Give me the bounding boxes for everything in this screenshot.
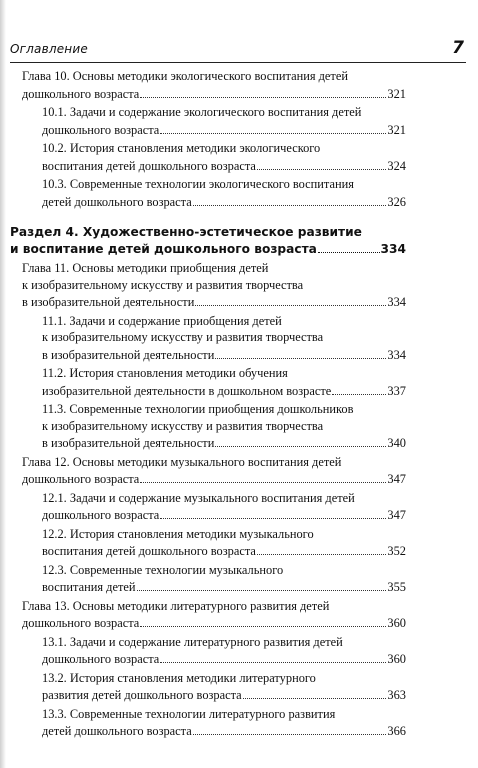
toc-page-number: 334: [387, 347, 406, 362]
toc-entry-text: развития детей дошкольного возраста: [42, 688, 242, 702]
toc-entry-last-line: [22, 470, 406, 488]
toc-entry-text: дошкольного возраста: [22, 616, 140, 630]
toc-page-number: 324: [387, 158, 406, 173]
toc-entry-text: воспитания детей дошкольного возраста: [42, 158, 256, 173]
toc-entry-text: воспитания детей дошкольного возраста: [42, 544, 256, 558]
toc-entry-line: к изобразительному искусству и развития творчества: [42, 330, 324, 344]
toc-entry-line: 13.3. Современные технологии литературного развития: [42, 706, 336, 721]
toc-entry-line: 11.2. История становления методики обучения: [42, 366, 288, 380]
toc-page-number: 321: [387, 122, 406, 137]
toc-chapter: [0, 598, 478, 632]
toc-entry-text: воспитания детей: [42, 580, 136, 594]
toc-entry-line: 11.1. Задачи и содержание приобщения детей: [42, 313, 282, 328]
table-of-contents: [0, 66, 478, 740]
dot-leader: [140, 85, 386, 98]
toc-page-number: 347: [387, 472, 406, 486]
toc-entry-text: в изобразительной деятельности: [42, 436, 215, 450]
toc-page-number: 337: [387, 383, 406, 398]
toc-page-number: 340: [387, 436, 406, 450]
toc-entry-last-line: [42, 542, 406, 560]
toc-entry-last-line: [42, 722, 406, 740]
toc-entry-last-line: [42, 578, 406, 596]
toc-entry-text: детей дошкольного возраста: [42, 194, 192, 209]
page-number: 7: [452, 38, 464, 58]
toc-entry-line: Глава 13. Основы методики литературного развития детей: [22, 598, 330, 613]
toc-entry-last-line: [42, 506, 406, 524]
toc-entry-text: детей дошкольного возраста: [42, 724, 192, 738]
dot-leader: [160, 121, 386, 134]
toc-entry-last-line: [42, 686, 406, 704]
toc-entry-text: дошкольного возраста: [42, 122, 160, 137]
toc-entry-last-line: [42, 650, 406, 668]
dot-leader: [215, 434, 386, 447]
toc-page-number: 347: [387, 508, 406, 522]
toc-chapter: [0, 260, 478, 311]
toc-entry-line: 10.1. Задачи и содержание экологического воспитания детей: [42, 105, 362, 119]
toc-page-number: 360: [387, 616, 406, 630]
toc-entry-line: Глава 11. Основы методики приобщения детей: [22, 261, 269, 275]
toc-entry-last-line: [22, 85, 406, 103]
toc-entry-line: 13.1. Задачи и содержание литературного развития детей: [42, 634, 343, 649]
dot-leader: [195, 293, 386, 306]
toc-subsection: [0, 176, 478, 210]
toc-page-number: 334: [387, 295, 406, 309]
toc-page-number: 363: [387, 688, 406, 702]
dot-leader: [257, 542, 386, 555]
toc-entry-last-line: [42, 121, 406, 139]
toc-entry-line: 10.3. Современные технологии экологического воспитания: [42, 177, 354, 191]
toc-subsection: [0, 490, 478, 524]
dot-leader: [243, 686, 387, 699]
dot-leader: [140, 614, 386, 627]
toc-subsection: [0, 313, 478, 364]
toc-chapter: [0, 68, 478, 102]
toc-subsection: [0, 526, 478, 560]
dot-leader: [193, 722, 387, 735]
toc-entry-line: 13.2. История становления методики литературного: [42, 670, 316, 685]
toc-entry-last-line: [42, 193, 406, 211]
toc-entry-line: Глава 12. Основы методики музыкального воспитания детей: [22, 454, 342, 469]
toc-entry-line: Раздел 4. Художественно-эстетическое развитие: [10, 225, 362, 239]
dot-leader: [332, 382, 386, 395]
toc-entry-text: и воспитание детей дошкольного возраста: [10, 242, 317, 256]
dot-leader: [160, 650, 386, 663]
toc-entry-last-line: [22, 614, 406, 632]
running-header: [10, 40, 466, 63]
toc-subsection: [0, 706, 478, 740]
toc-entry-line: Глава 10. Основы методики экологического воспитания детей: [22, 69, 348, 83]
toc-entry-text: дошкольного возраста: [42, 508, 160, 522]
toc-entry-text: изобразительной деятельности в дошкольном возрасте: [42, 383, 332, 398]
dot-leader: [140, 470, 386, 483]
toc-page-number: 355: [387, 580, 406, 594]
toc-entry-text: в изобразительной деятельности: [42, 347, 215, 362]
toc-entry-last-line: [42, 382, 406, 400]
toc-subsection: [0, 401, 478, 452]
toc-entry-last-line: [42, 434, 406, 452]
dot-leader: [193, 193, 387, 206]
toc-entry-line: 12.1. Задачи и содержание музыкального воспитания детей: [42, 490, 355, 505]
toc-chapter: [0, 454, 478, 488]
toc-page-number: 352: [387, 544, 406, 558]
toc-page-number: 360: [387, 652, 406, 666]
toc-entry-text: в изобразительной деятельности: [22, 295, 195, 309]
running-header-title: Оглавление: [10, 42, 88, 56]
toc-subsection: [0, 562, 478, 596]
toc-page-number: 321: [387, 86, 406, 101]
toc-entry-line: 12.3. Современные технологии музыкального: [42, 562, 284, 577]
dot-leader: [318, 240, 380, 253]
dot-leader: [215, 346, 386, 359]
toc-entry-text: дошкольного возраста: [42, 652, 160, 666]
toc-page-number: 334: [380, 242, 406, 256]
toc-entry-line: к изобразительному искусству и развития творчества: [42, 418, 324, 433]
toc-entry-text: дошкольного возраста: [22, 86, 140, 101]
toc-entry-line: 11.3. Современные технологии приобщения дошкольников: [42, 402, 354, 416]
toc-page-number: 326: [387, 194, 406, 209]
dot-leader: [257, 157, 386, 170]
toc-entry-text: дошкольного возраста: [22, 472, 140, 486]
toc-entry-last-line: [42, 346, 406, 364]
dot-leader: [160, 506, 386, 519]
toc-entry-line: 10.2. История становления методики экологического: [42, 141, 321, 155]
toc-subsection: [0, 634, 478, 668]
toc-subsection: [0, 104, 478, 138]
toc-subsection: [0, 365, 478, 399]
toc-page-number: 366: [387, 724, 406, 738]
toc-section: [0, 224, 478, 257]
toc-entry-last-line: [22, 293, 406, 311]
toc-entry-line: к изобразительному искусству и развития творчества: [22, 277, 304, 292]
toc-subsection: [0, 670, 478, 704]
toc-entry-last-line: [42, 157, 406, 175]
toc-subsection: [0, 140, 478, 174]
dot-leader: [137, 578, 387, 591]
toc-entry-last-line: [10, 240, 406, 257]
toc-entry-line: 12.2. История становления методики музыкального: [42, 526, 314, 541]
